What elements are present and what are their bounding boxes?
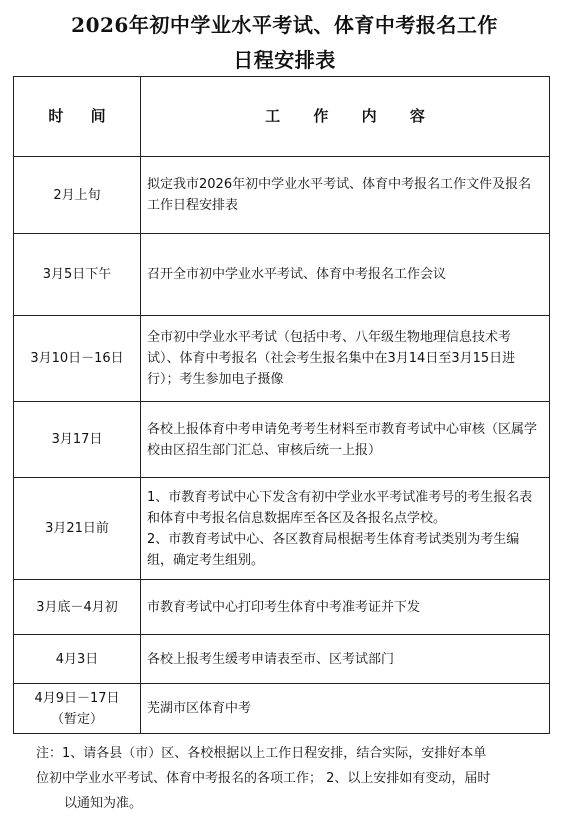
- row-content: [141, 478, 550, 580]
- table-row: [14, 157, 550, 234]
- row-content: 市教育考试中心打印考生体育中考准考证并下发: [141, 580, 550, 635]
- schedule-table: [13, 76, 550, 734]
- row-content: 芜湖市区体育中考: [141, 684, 550, 734]
- row-time: 3月17日: [14, 402, 141, 478]
- row-content-line: 2、市教育考试中心、各区教育局根据考生体育考试类别为考生编组，确定考生组别。: [147, 531, 520, 568]
- header-content: 工 作 内 容: [141, 77, 550, 157]
- row-time: 4月3日: [14, 635, 141, 684]
- header-time: 时 间: [14, 77, 141, 157]
- row-content: 各校上报考生缓考申请表至市、区考试部门: [141, 635, 550, 684]
- row-time: 2月上旬: [14, 157, 141, 234]
- row-content: 各校上报体育中考申请免考考生材料至市教育考试中心审核（区属学校由区招生部门汇总、审核后统一上报）: [141, 402, 550, 478]
- row-content: 召开全市初中学业水平考试、体育中考报名工作会议: [141, 234, 550, 316]
- row-time-line: （暂定）: [50, 711, 103, 727]
- row-time-line: 4月9日－17日: [34, 690, 120, 706]
- document-title-line2: 日程安排表: [233, 48, 336, 72]
- row-time: 3月21日前: [14, 478, 141, 580]
- footnote-line: 以通知为准。: [64, 796, 143, 811]
- row-time: 3月5日下午: [14, 234, 141, 316]
- row-content: 拟定我市2026年初中学业水平考试、体育中考报名工作文件及报名工作日程安排表: [141, 157, 550, 234]
- document-title-line1: 2026年初中学业水平考试、体育中考报名工作: [71, 13, 498, 37]
- footnote-line: 注：1、请各县（市）区、各校根据以上工作日程安排，结合实际，安排好本单: [36, 746, 487, 761]
- row-content-line: 1、市教育考试中心下发含有初中学业水平考试准考号的考生报名表和体育中考报名信息数据库至各区及各报名点学校。: [147, 489, 533, 526]
- row-time: [14, 684, 141, 734]
- row-time: 3月10日－16日: [14, 316, 141, 402]
- table-row: [14, 635, 550, 684]
- table-row: [14, 478, 550, 580]
- table-row: [14, 402, 550, 478]
- row-time: 3月底－4月初: [14, 580, 141, 635]
- table-row: [14, 684, 550, 734]
- footnote: [36, 741, 552, 816]
- table-row: [14, 234, 550, 316]
- row-content: 全市初中学业水平考试（包括中考、八年级生物地理信息技术考试）、体育中考报名（社会考生报名集中在3月14日至3月15日进行）；考生参加电子摄像: [141, 316, 550, 402]
- table-row: [14, 580, 550, 635]
- table-header-row: [14, 77, 550, 157]
- table-row: [14, 316, 550, 402]
- footnote-line: 位初中学业水平考试、体育中考报名的各项工作； 2、以上安排如有变动，届时: [36, 771, 491, 786]
